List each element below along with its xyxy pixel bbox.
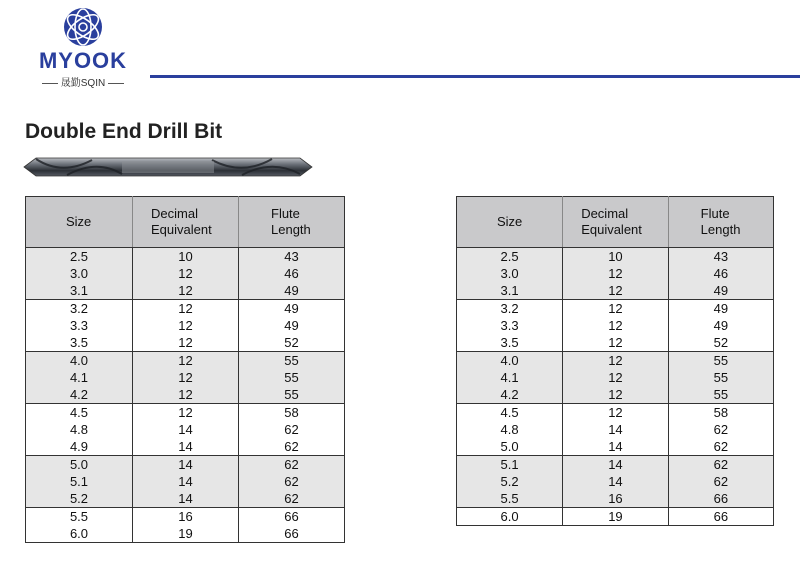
cell-size: [457, 300, 563, 352]
size-value: 3.2: [69, 301, 89, 316]
decimal-value: 12: [608, 283, 623, 298]
decimal-value: 10: [178, 249, 193, 264]
globe-logo-icon: [60, 6, 106, 48]
size-value: 4.5: [500, 405, 519, 420]
decimal-value: 14: [608, 474, 623, 489]
cell-decimal: [133, 300, 239, 352]
table-row-group: [457, 404, 774, 456]
size-value: 3.2: [500, 301, 519, 316]
flute-value: 55: [284, 370, 299, 385]
table-row-group: [26, 248, 345, 300]
flute-value: 66: [713, 491, 729, 506]
decimal-value: 14: [178, 457, 193, 472]
decimal-value: 16: [608, 491, 623, 506]
table-header-row: [457, 197, 774, 248]
size-value: 4.0: [69, 353, 89, 368]
cell-flute: [239, 248, 345, 300]
flute-value: 52: [284, 335, 299, 350]
header-decimal-line1: Decimal: [151, 206, 198, 221]
size-value: 3.0: [500, 266, 519, 281]
cell-flute: [239, 456, 345, 508]
size-value: 5.5: [69, 509, 89, 524]
table-row-group: [26, 456, 345, 508]
cell-size: [457, 456, 563, 508]
table-row-group: [26, 352, 345, 404]
size-value: 4.8: [500, 422, 519, 437]
decimal-value: 19: [178, 526, 193, 541]
spec-table-left: [25, 196, 345, 543]
cell-size: [457, 248, 563, 300]
table-body: [457, 248, 774, 526]
size-value: 4.2: [500, 387, 519, 402]
size-value: 4.1: [500, 370, 519, 385]
table-row-group: [26, 508, 345, 543]
size-value: 3.5: [500, 335, 519, 350]
flute-value: 49: [284, 283, 299, 298]
cell-decimal: [133, 352, 239, 404]
decimal-value: 12: [178, 301, 193, 316]
size-value: 5.2: [69, 491, 89, 506]
cell-decimal: [133, 248, 239, 300]
flute-value: 62: [713, 457, 729, 472]
cell-size: [457, 508, 563, 526]
cell-size: [457, 352, 563, 404]
header-flute-line2: Length: [700, 222, 741, 237]
page-title: Double End Drill Bit: [25, 120, 223, 143]
cell-flute: [668, 456, 773, 508]
cell-flute: [239, 404, 345, 456]
decimal-value: 14: [608, 439, 623, 454]
size-value: 2.5: [69, 249, 89, 264]
decimal-value: 12: [608, 405, 623, 420]
header-flute-line2: Length: [271, 222, 311, 237]
table-row-group: [457, 248, 774, 300]
size-value: 2.5: [500, 249, 519, 264]
decimal-value: 14: [608, 457, 623, 472]
decimal-value: 14: [178, 474, 193, 489]
flute-value: 55: [284, 353, 299, 368]
cell-decimal: [563, 404, 668, 456]
header-flute-line1: Flute: [700, 206, 730, 221]
size-value: 4.9: [69, 439, 89, 454]
cell-size: [26, 404, 133, 456]
table-row-group: [26, 404, 345, 456]
cell-decimal: [563, 352, 668, 404]
flute-value: 55: [713, 370, 729, 385]
size-value: 3.3: [69, 318, 89, 333]
size-value: 5.0: [500, 439, 519, 454]
cell-decimal: [563, 300, 668, 352]
flute-value: 62: [284, 439, 299, 454]
table-header-row: [26, 197, 345, 248]
decimal-value: 12: [178, 266, 193, 281]
flute-value: 62: [284, 457, 299, 472]
size-value: 5.1: [69, 474, 89, 489]
decimal-value: 12: [178, 353, 193, 368]
cell-decimal: [133, 404, 239, 456]
table-row-group: [457, 508, 774, 526]
size-value: 4.1: [69, 370, 89, 385]
header-flute: [239, 197, 345, 248]
table-row-group: [457, 300, 774, 352]
header-divider: [150, 75, 800, 78]
decimal-value: 12: [608, 301, 623, 316]
size-value: 3.3: [500, 318, 519, 333]
size-value: 5.1: [500, 457, 519, 472]
size-value: 4.0: [500, 353, 519, 368]
decimal-value: 10: [608, 249, 623, 264]
flute-value: 66: [284, 509, 299, 524]
flute-value: 62: [284, 491, 299, 506]
flute-value: 49: [713, 283, 729, 298]
flute-value: 46: [713, 266, 729, 281]
header-size: [457, 197, 563, 248]
cell-size: [26, 300, 133, 352]
cell-decimal: [563, 508, 668, 526]
decimal-value: 14: [178, 422, 193, 437]
decimal-value: 12: [608, 353, 623, 368]
header-decimal-line1: Decimal: [581, 206, 629, 221]
flute-value: 49: [713, 301, 729, 316]
flute-value: 49: [284, 318, 299, 333]
decimal-value: 12: [178, 370, 193, 385]
cell-decimal: [563, 248, 668, 300]
cell-flute: [668, 404, 773, 456]
flute-value: 62: [284, 422, 299, 437]
cell-flute: [668, 248, 773, 300]
flute-value: 62: [713, 439, 729, 454]
flute-value: 46: [284, 266, 299, 281]
brand-name: MYOOK: [38, 48, 128, 73]
cell-size: [457, 404, 563, 456]
flute-value: 62: [284, 474, 299, 489]
size-value: 6.0: [69, 526, 89, 541]
header-decimal: [133, 197, 239, 248]
header-size-label: Size: [497, 214, 523, 229]
flute-value: 58: [284, 405, 299, 420]
flute-value: 49: [284, 301, 299, 316]
header-decimal-line2: Equivalent: [581, 222, 642, 237]
cell-size: [26, 352, 133, 404]
size-value: 5.5: [500, 491, 519, 506]
decimal-value: 12: [178, 318, 193, 333]
cell-size: [26, 508, 133, 543]
cell-decimal: [563, 456, 668, 508]
header-size: [26, 197, 133, 248]
decimal-value: 12: [178, 283, 193, 298]
brand-subtitle: [28, 74, 138, 89]
cell-flute: [239, 300, 345, 352]
header-flute-line1: Flute: [271, 206, 300, 221]
decimal-value: 16: [178, 509, 193, 524]
size-value: 4.5: [69, 405, 89, 420]
decimal-value: 19: [608, 509, 623, 524]
drill-bit-image: [22, 150, 314, 184]
cell-size: [26, 456, 133, 508]
flute-value: 49: [713, 318, 729, 333]
size-value: 3.0: [69, 266, 89, 281]
spec-table-right: [456, 196, 774, 526]
header-decimal: [563, 197, 668, 248]
size-value: 4.2: [69, 387, 89, 402]
flute-value: 58: [713, 405, 729, 420]
decimal-value: 14: [178, 439, 193, 454]
header-decimal-line2: Equivalent: [151, 222, 212, 237]
size-value: 6.0: [500, 509, 519, 524]
cell-flute: [668, 352, 773, 404]
flute-value: 66: [284, 526, 299, 541]
flute-value: 52: [713, 335, 729, 350]
flute-value: 55: [713, 353, 729, 368]
decimal-value: 12: [608, 318, 623, 333]
decimal-value: 12: [608, 266, 623, 281]
table-row-group: [457, 456, 774, 508]
brand-logo: [28, 6, 138, 89]
flute-value: 62: [713, 422, 729, 437]
flute-value: 66: [713, 509, 729, 524]
table-row-group: [26, 300, 345, 352]
cell-decimal: [133, 456, 239, 508]
size-value: 3.5: [69, 335, 89, 350]
cell-flute: [239, 352, 345, 404]
table-row-group: [457, 352, 774, 404]
cell-decimal: [133, 508, 239, 543]
header-size-label: Size: [66, 214, 92, 229]
header-flute: [668, 197, 773, 248]
cell-flute: [239, 508, 345, 543]
flute-value: 55: [284, 387, 299, 402]
flute-value: 43: [713, 249, 729, 264]
decimal-value: 12: [178, 387, 193, 402]
cell-flute: [668, 508, 773, 526]
decimal-value: 12: [178, 335, 193, 350]
size-value: 4.8: [69, 422, 89, 437]
decimal-value: 14: [608, 422, 623, 437]
size-value: 3.1: [69, 283, 89, 298]
decimal-value: 12: [608, 335, 623, 350]
cell-size: [26, 248, 133, 300]
brand-subtitle-text: 晟勤SQIN: [60, 78, 106, 89]
table-body: [26, 248, 345, 543]
flute-value: 62: [713, 474, 729, 489]
decimal-value: 12: [608, 387, 623, 402]
flute-value: 55: [713, 387, 729, 402]
size-value: 5.0: [69, 457, 89, 472]
size-value: 3.1: [500, 283, 519, 298]
decimal-value: 12: [178, 405, 193, 420]
cell-flute: [668, 300, 773, 352]
flute-value: 43: [284, 249, 299, 264]
size-value: 5.2: [500, 474, 519, 489]
decimal-value: 14: [178, 491, 193, 506]
decimal-value: 12: [608, 370, 623, 385]
